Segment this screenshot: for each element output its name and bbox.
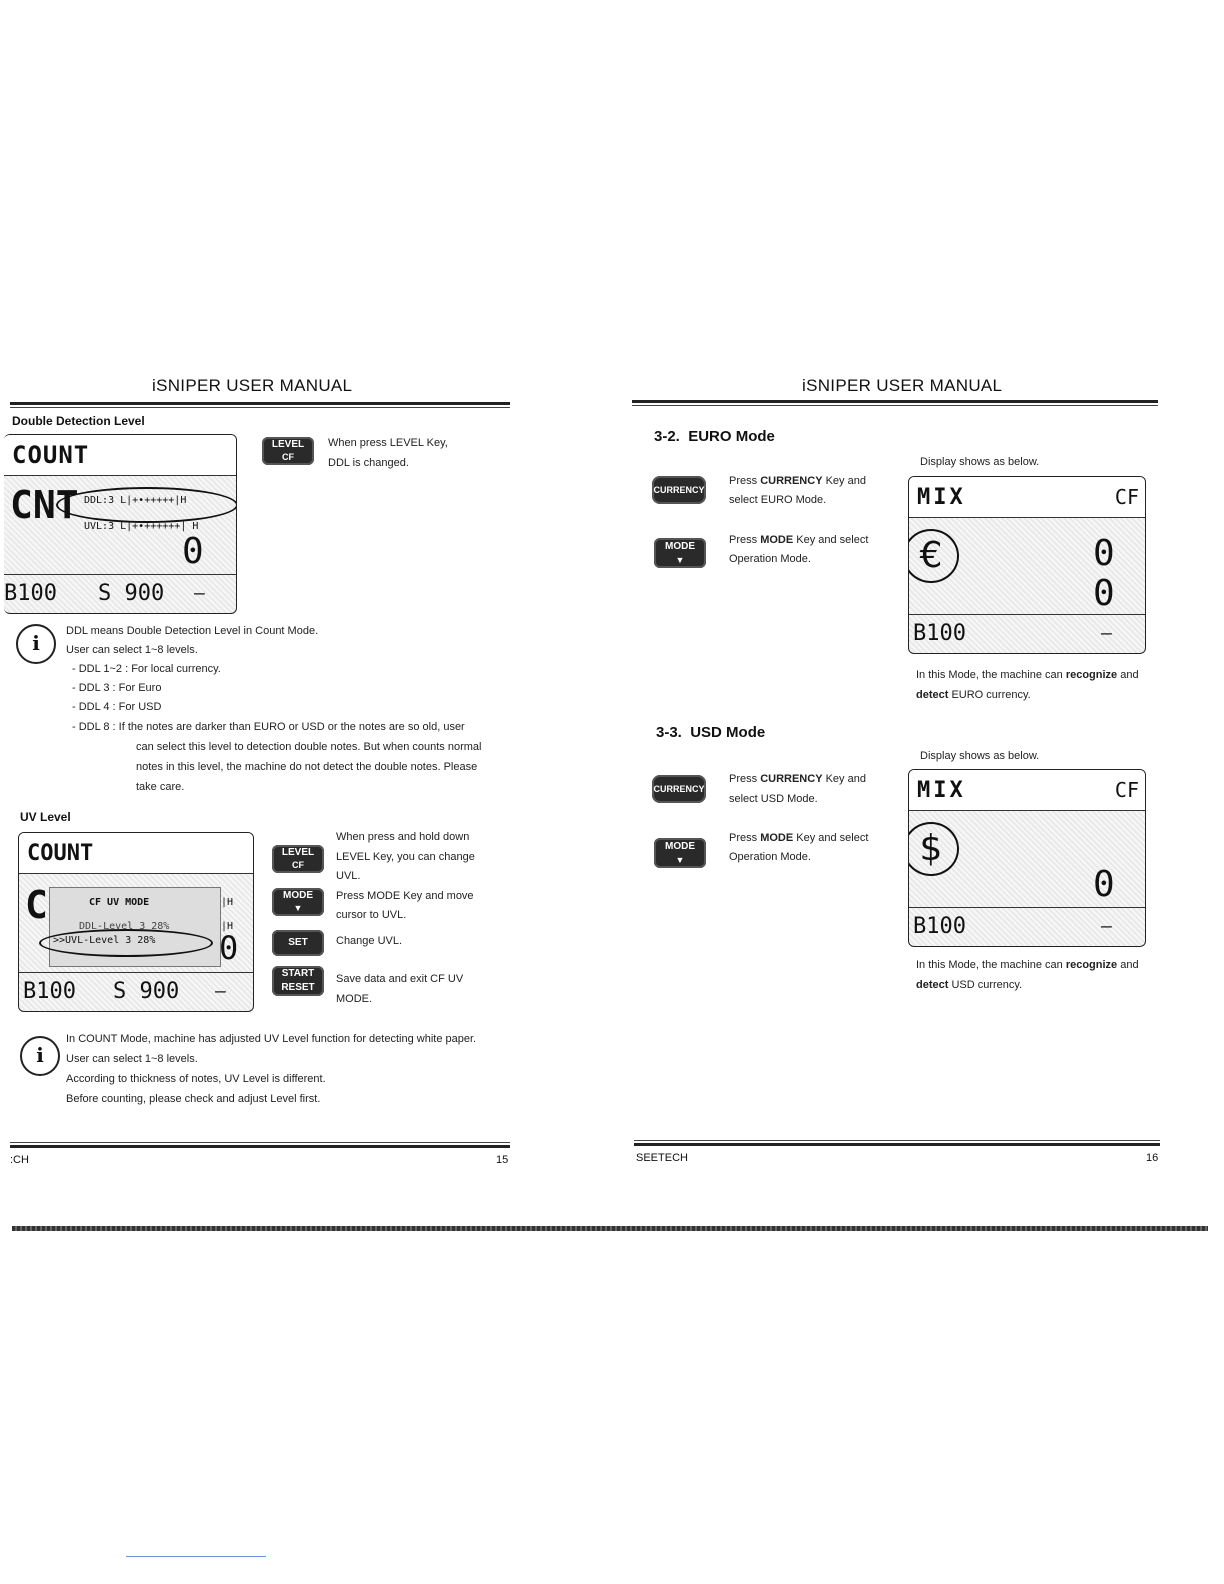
level-key-label: LEVEL <box>271 439 305 450</box>
mode-key-label: MODE <box>665 541 695 552</box>
lcd-dash: — <box>1101 623 1112 644</box>
uv-zero: 0 <box>219 929 239 967</box>
uv-h2: |H <box>221 921 234 932</box>
usd-step1-line1: Press CURRENCY Key and <box>729 773 866 785</box>
mode-key[interactable] <box>272 888 324 916</box>
mode-key[interactable] <box>654 538 706 568</box>
start-key-label: START <box>281 968 315 979</box>
uv-info-line: Before counting, please check and adjust Level first. <box>66 1093 321 1105</box>
chevron-down-icon: ▼ <box>675 855 685 865</box>
scan-edge-line <box>12 1226 1208 1231</box>
level-key-label: LEVEL <box>281 847 315 858</box>
lcd-cnt-label: CNT <box>10 483 79 527</box>
uv-info-line: User can select 1~8 levels. <box>66 1053 198 1065</box>
euro-display-note: Display shows as below. <box>920 456 1040 468</box>
info-icon: i <box>16 624 56 664</box>
lcd-cf-label: CF <box>1114 485 1139 509</box>
ddl-info-line: notes in this level, the machine do not detect the double notes. Please <box>136 761 478 773</box>
bottom-blue-line <box>126 1556 266 1557</box>
uv-info-line: In COUNT Mode, machine has adjusted UV Level function for detecting white paper. <box>66 1033 477 1045</box>
cf-key-label: CF <box>292 860 304 870</box>
ddl-info-line: DDL means Double Detection Level in Count Mode. <box>66 625 319 637</box>
usd-lcd-display <box>908 769 1146 947</box>
level-key-text-1: When press LEVEL Key, <box>328 437 448 449</box>
set-key[interactable] <box>272 930 324 956</box>
uv-info-line: According to thickness of notes, UV Level is different. <box>66 1073 326 1085</box>
lcd-batch-value: B100 <box>913 621 966 646</box>
euro-section-name: EURO Mode <box>688 428 775 445</box>
level-cf-key[interactable] <box>272 845 324 873</box>
mode-key-label: MODE <box>665 841 695 852</box>
usd-section-name: USD Mode <box>690 724 766 741</box>
lcd-uvl-line: UVL:3 L|+•++++++| H <box>84 521 199 532</box>
lcd-batch-value: B100 <box>23 979 76 1004</box>
left-header: iSNIPER USER MANUAL <box>152 376 353 395</box>
uv-step-text: Change UVL. <box>336 935 403 947</box>
chevron-down-icon: ▼ <box>293 903 303 913</box>
left-footer-rule <box>10 1145 510 1148</box>
uv-step-text: UVL. <box>336 870 361 882</box>
right-footer-rule <box>634 1143 1160 1146</box>
chevron-down-icon: ▼ <box>675 555 685 565</box>
usd-step1-line2: select USD Mode. <box>729 793 818 805</box>
ddl-lcd-display <box>4 434 237 614</box>
lcd-dash: — <box>1101 916 1112 937</box>
ddl-info-line: can select this level to detection double notes. But when counts normal <box>136 741 482 753</box>
uv-step-text: Press MODE Key and move <box>336 890 474 902</box>
lcd-dash: — <box>215 981 226 1002</box>
right-header-rule <box>632 400 1158 403</box>
left-header-rule-thin <box>10 407 510 408</box>
euro-step2-line2: Operation Mode. <box>729 553 811 565</box>
ddl-info-line: - DDL 1~2 : For local currency. <box>72 663 221 675</box>
ddl-info-line: User can select 1~8 levels. <box>66 644 198 656</box>
euro-step2-line1: Press MODE Key and select <box>729 534 869 546</box>
uv-step-text: When press and hold down <box>336 831 470 843</box>
left-footer-rule-thin <box>10 1142 510 1143</box>
uv-menu-title: CF UV MODE <box>89 897 150 908</box>
ddl-info-line: - DDL 3 : For Euro <box>72 682 162 694</box>
usd-display-note: Display shows as below. <box>920 750 1040 762</box>
uv-step-text: LEVEL Key, you can change <box>336 851 475 863</box>
section-uv-title: UV Level <box>20 810 71 824</box>
lcd-ddl-line: DDL:3 L|+•+++++|H <box>84 495 187 506</box>
uv-lcd-display <box>18 832 254 1012</box>
ddl-info-line: - DDL 4 : For USD <box>72 701 162 713</box>
euro-note-line2: detect EURO currency. <box>916 689 1031 701</box>
lcd-batch-value: B100 <box>4 581 57 606</box>
lcd-mode-label: COUNT <box>27 841 94 866</box>
right-header: iSNIPER USER MANUAL <box>802 376 1003 395</box>
lcd-batch-value: B100 <box>913 914 966 939</box>
usd-note-line1: In this Mode, the machine can recognize and <box>916 959 1139 971</box>
lcd-value-1: 0 <box>1093 864 1115 905</box>
left-footer-brand: :CH <box>10 1154 29 1166</box>
section-ddl-title: Double Detection Level <box>12 414 145 428</box>
reset-key-label: RESET <box>281 982 315 993</box>
right-header-rule-thin <box>632 405 1158 406</box>
ddl-info-line: - DDL 8 : If the notes are darker than EURO or USD or the notes are so old, user <box>72 721 465 733</box>
lcd-c-label: C <box>25 883 48 927</box>
lcd-count-value: 0 <box>182 531 204 572</box>
usd-step2-line2: Operation Mode. <box>729 851 811 863</box>
mode-key[interactable] <box>654 838 706 868</box>
euro-step1-line2: select EURO Mode. <box>729 494 827 506</box>
start-reset-key[interactable] <box>272 966 324 996</box>
uv-h1: |H <box>221 897 234 908</box>
lcd-mode-label: COUNT <box>12 441 90 469</box>
euro-lcd-display <box>908 476 1146 654</box>
left-header-rule <box>10 402 510 405</box>
currency-key[interactable] <box>652 775 706 803</box>
right-page-number: 16 <box>1146 1152 1159 1164</box>
ddl-info-line: take care. <box>136 781 185 793</box>
lcd-dash: — <box>194 583 205 604</box>
lcd-sum-value: S 900 <box>98 581 165 606</box>
currency-key-label: CURRENCY <box>653 485 705 495</box>
lcd-sum-value: S 900 <box>113 979 180 1004</box>
euro-step1-line1: Press CURRENCY Key and <box>729 475 866 487</box>
left-page-number: 15 <box>496 1154 509 1166</box>
euro-note-line1: In this Mode, the machine can recognize and <box>916 669 1139 681</box>
level-key-text-2: DDL is changed. <box>328 457 409 469</box>
euro-section-title <box>654 428 775 445</box>
currency-key[interactable] <box>652 476 706 504</box>
lcd-value-2: 0 <box>1093 573 1115 614</box>
dollar-icon: $ <box>908 822 959 876</box>
usd-section-number: 3-3. <box>656 724 682 741</box>
cf-key-label: CF <box>282 452 294 462</box>
uv-menu-uvl: >>UVL-Level 3 28% <box>53 935 156 946</box>
set-key-label: SET <box>288 937 308 948</box>
right-footer-rule-thin <box>634 1140 1160 1141</box>
level-cf-key[interactable] <box>262 437 314 465</box>
lcd-cf-label: CF <box>1114 778 1139 802</box>
lcd-mode-label: MIX <box>917 778 966 803</box>
euro-section-number: 3-2. <box>654 428 680 445</box>
usd-step2-line1: Press MODE Key and select <box>729 832 869 844</box>
uv-step-text: cursor to UVL. <box>336 909 407 921</box>
lcd-mode-label: MIX <box>917 485 966 510</box>
uv-step-text: MODE. <box>336 993 373 1005</box>
mode-key-label: MODE <box>283 890 313 901</box>
usd-note-line2: detect USD currency. <box>916 979 1023 991</box>
right-footer-brand: SEETECH <box>636 1152 688 1164</box>
currency-key-label: CURRENCY <box>653 784 705 794</box>
lcd-value-1: 0 <box>1093 533 1115 574</box>
uv-step-text: Save data and exit CF UV <box>336 973 464 985</box>
usd-section-title <box>656 724 765 741</box>
info-icon: i <box>20 1036 60 1076</box>
euro-icon: € <box>908 529 959 583</box>
uv-menu-ddl: DDL-Level 3 28% <box>79 921 170 932</box>
